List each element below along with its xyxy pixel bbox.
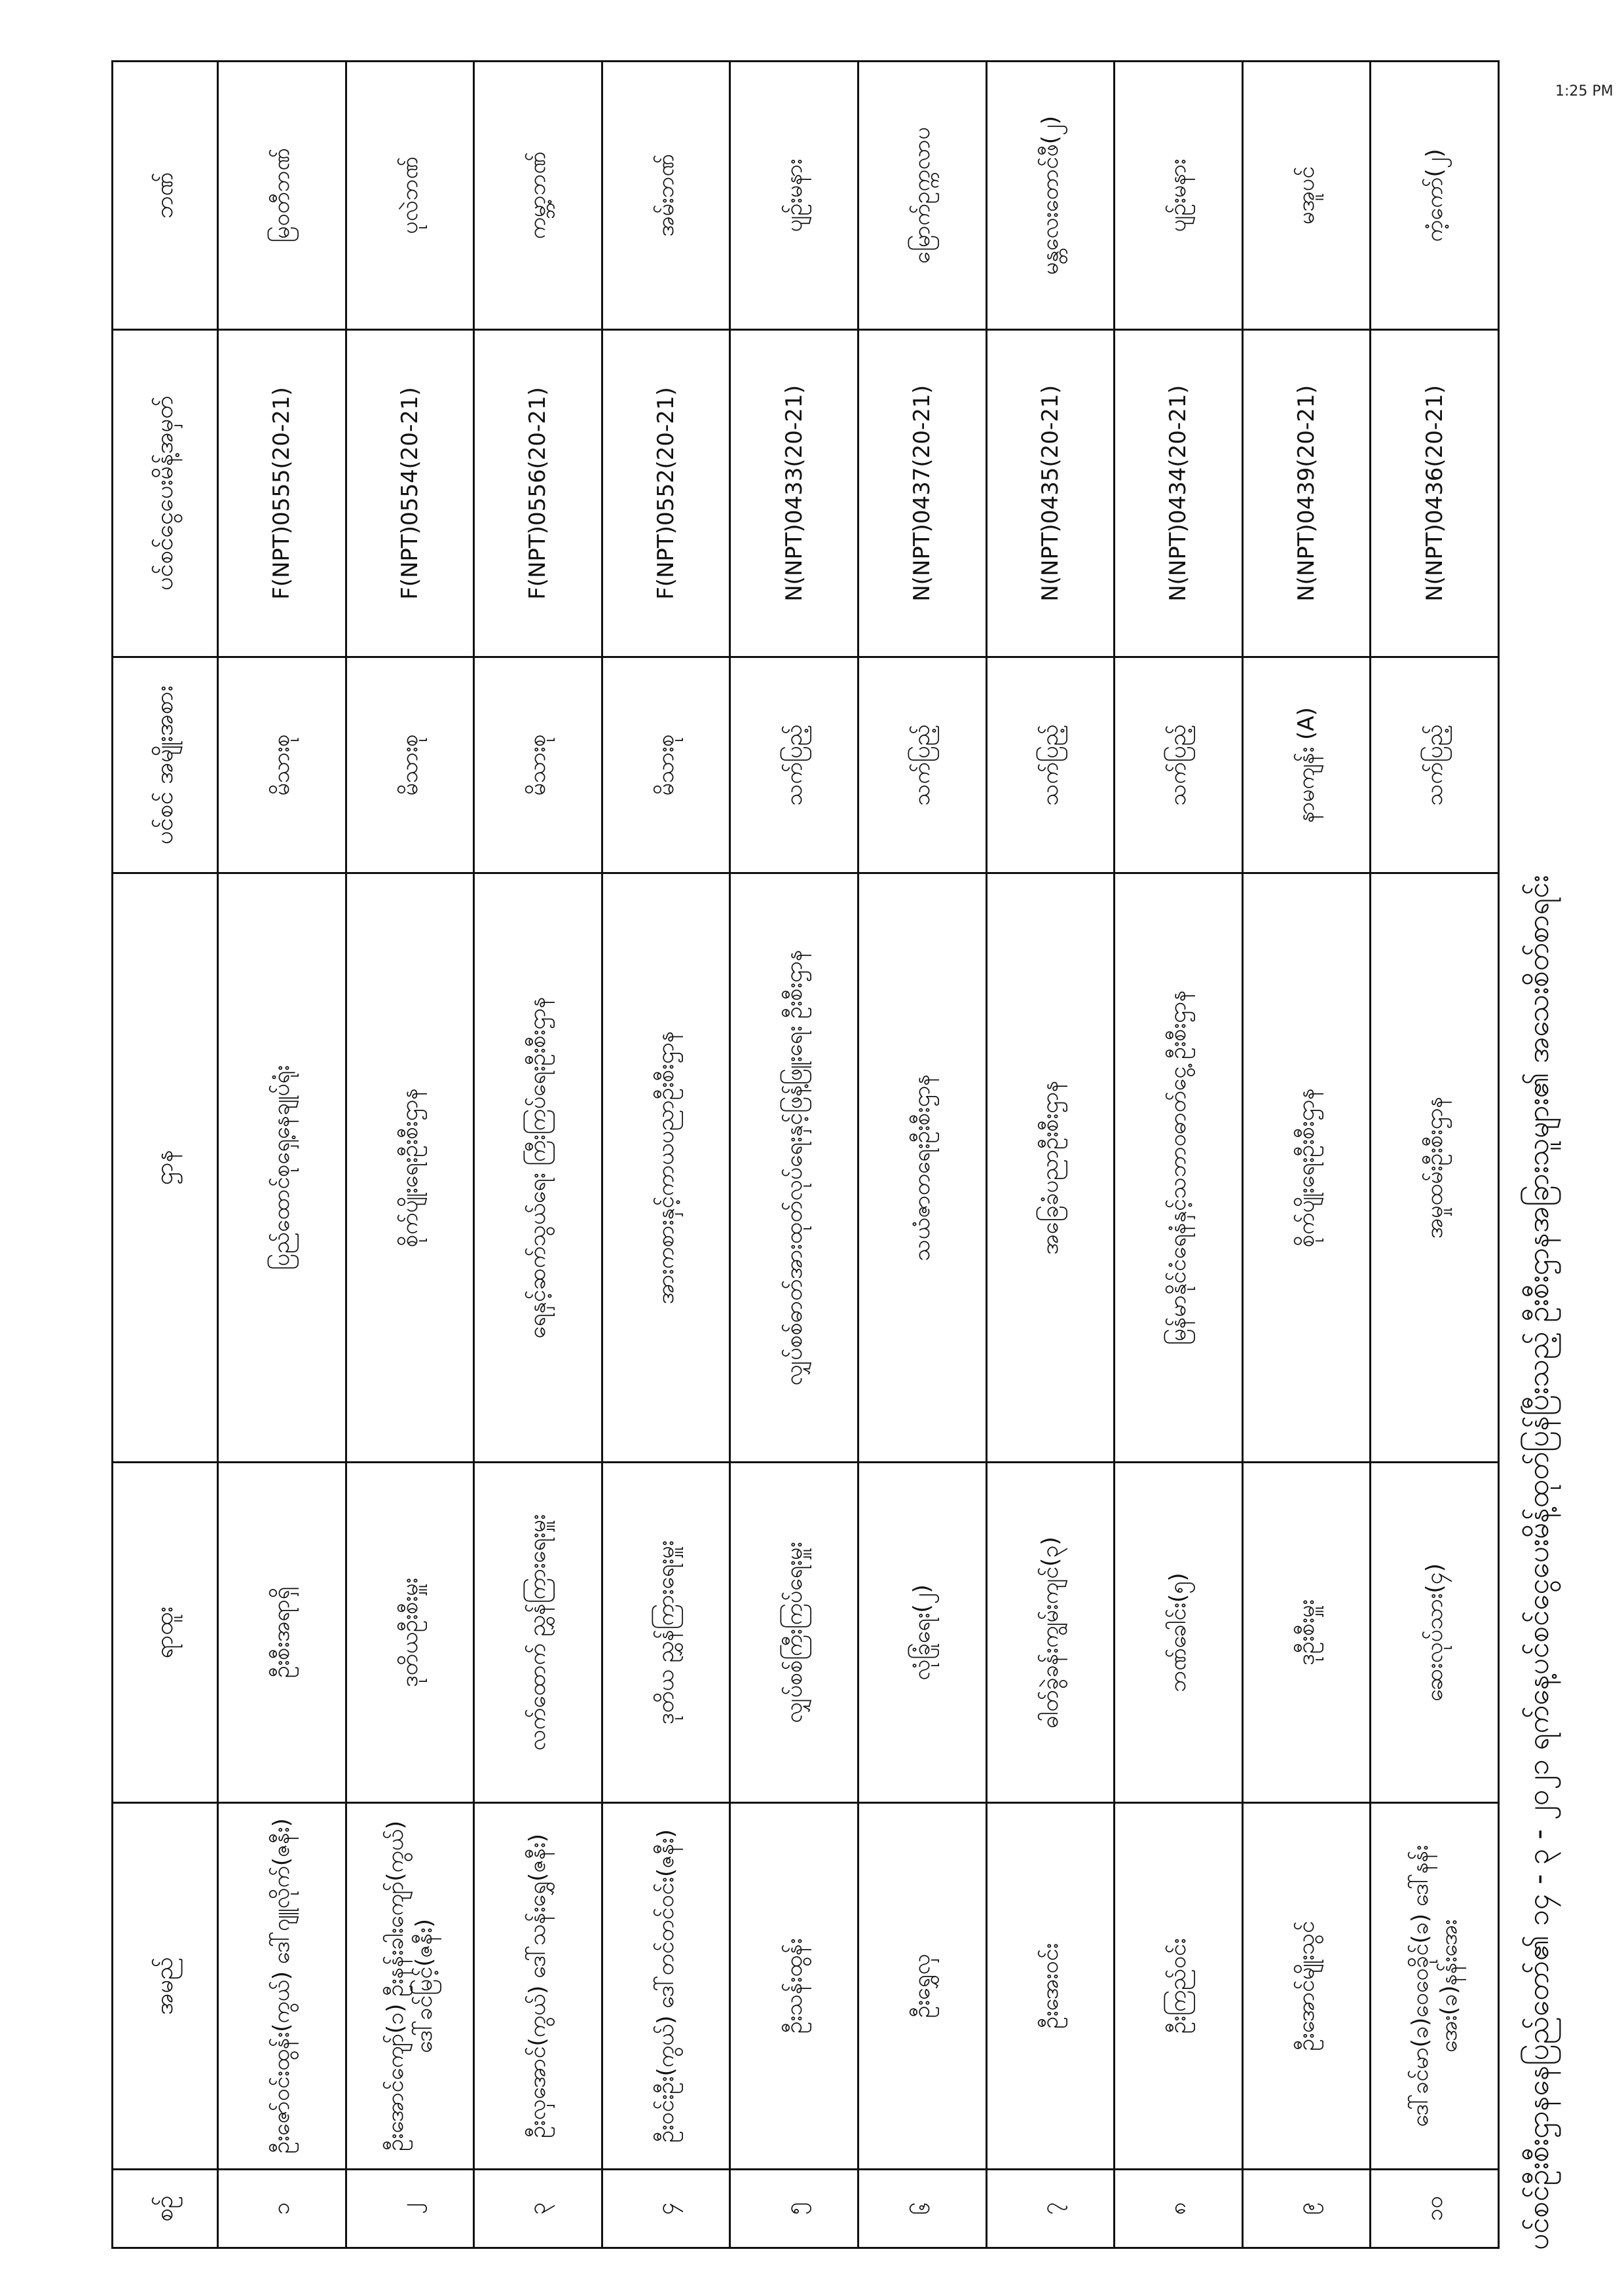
cell-rank: ဓါတ်ခွဲခန်းကျွမ်းကျင်(၃) [986, 1463, 1115, 1803]
cell-bank: အမ်းဘဏ် [602, 62, 730, 330]
cell-license-no: N(NPT)0439(20-21) [1242, 330, 1371, 657]
cell-rank: ဒုဦးစီးမှူး [1242, 1463, 1371, 1803]
cell-bank: ကမ္ဘာ့ဘဏ် [474, 62, 602, 330]
cell-no: ၂ [346, 2170, 474, 2248]
cell-name: ဦးဇော်ဝင်းထွန်း(ကွယ်) ဒေါ်ဂျူလိုက်(ဇနီး) [218, 1803, 346, 2170]
cell-rank: လက်ထောက် ညွှန်ကြားရေးမှူး [474, 1463, 602, 1803]
header-no: စဉ် [113, 2170, 218, 2248]
cell-bank: မအူပင် [1242, 62, 1371, 330]
cell-department: စိုက်ပျိုးရေးဦးစီးဌာန [1242, 873, 1371, 1463]
cell-pension-type: သက်ပြည့် [858, 657, 986, 873]
table-row [858, 62, 986, 2248]
cell-license-no: N(NPT)0435(20-21) [986, 330, 1115, 657]
cell-rank: ဒုတိယဦးစီးမှူး [346, 1463, 474, 1803]
cell-no: ၄ [602, 2170, 730, 2248]
cell-license-no: F(NPT)0554(20-21) [346, 330, 474, 657]
cell-no: ၁၀ [1371, 2170, 1499, 2248]
cell-no: ၃ [474, 2170, 602, 2248]
cell-department: ပြည်ထောင်စုရှေ့နေချုပ်ရုံး [218, 873, 346, 1463]
cell-department: အမှုထမ်းဦးစီးဌာန [1371, 873, 1499, 1463]
cell-bank: မြောက်ဥက္ကလာပ [858, 62, 986, 330]
cell-rank: လျှပ်စစ်ကြီးကြပ်ရေးမှူး [730, 1463, 858, 1803]
cell-department: စိုက်ပျိုးရေးဦးစီးဌာန [346, 873, 474, 1463]
cell-no: ၇ [986, 2170, 1115, 2248]
document-title: ပင်စင်ဦးစီးဌာနနေပြည်တော်၏ ၁၄ - ၃ - ၂၀၂၁ ရက်နေ့ပင်စင်ငွေပေးမိန့်ထုတ်ပြန်ပြီးသည့် ဦးစီးဌာနအခြားသူများ၏ အသေးစိတ်စာရင်း [1522, 875, 1555, 2250]
header-bank: ဘဏ် [113, 62, 218, 330]
cell-bank: မန္တလေးတောင်ဖီ(၂) [986, 62, 1115, 330]
table-row [730, 62, 858, 2248]
header-department: ဌာန [113, 873, 218, 1463]
cell-pension-type: သက်ပြည့် [1371, 657, 1499, 873]
cell-rank: လုံခြုံရေး(၂) [858, 1463, 986, 1803]
cell-no: ၆ [858, 2170, 986, 2248]
table-row [602, 62, 730, 2248]
cell-department: အားကစားနှင့်ကာယပညာဦးစီးဌာန [602, 873, 730, 1463]
cell-license-no: F(NPT)0555(20-21) [218, 330, 346, 657]
table-row [1371, 62, 1499, 2248]
cell-rank: ဘဏ်ခေါင်း(၅) [1115, 1463, 1243, 1803]
table-row [986, 62, 1115, 2248]
table-row [346, 62, 474, 2248]
cell-rank: ဒုတိယ ညွှန်ကြားရေးမှူး [602, 1463, 730, 1803]
cell-bank: ပျဉ်းမနား [730, 62, 858, 330]
table-body [218, 62, 1499, 2248]
table-row [474, 62, 602, 2248]
cell-license-no: N(NPT)0434(20-21) [1115, 330, 1243, 657]
print-timestamp: 1:25 PM [1555, 83, 1614, 100]
cell-name: ဦးအောင်ကျော်(၁) ဦးနန်းခါးကျော်(ကွယ်) ဒေါ်ခင်မြင့်(ဇနီး) [346, 1803, 474, 2170]
cell-department: ရေနှင့်ဆက်သွယ်ရေး ကြီးကြပ်ရေးဦးစီးဌာန [474, 873, 602, 1463]
pension-table [111, 60, 1500, 2249]
cell-pension-type: မိသားစု [218, 657, 346, 873]
cell-no: ၅ [730, 2170, 858, 2248]
cell-bank: ကံ့ကော်(၂) [1371, 62, 1499, 330]
cell-no: ၈ [1115, 2170, 1243, 2248]
cell-name: ဦးဝင်းဦး(ကွယ်) ဒေါ်တင်တင်ဝင်း(ဇနီး) [602, 1803, 730, 2170]
header-rank: ရာထူး [113, 1463, 218, 1803]
cell-bank: မြဝတီဘဏ် [218, 62, 346, 330]
cell-license-no: N(NPT)0437(20-21) [858, 330, 986, 657]
table-row [1115, 62, 1243, 2248]
cell-rank: ဦးစီးအရာရှိ [218, 1463, 346, 1803]
cell-department: လျှပ်စစ်ဓာတ်အားထုတ်လုပ်ရေးနှင့်ဖြန့်ဖြူးရေး ဦးစီးဌာန [730, 873, 858, 1463]
cell-pension-type: မိသားစု [474, 657, 602, 873]
cell-no: ၉ [1242, 2170, 1371, 2248]
cell-no: ၁ [218, 2170, 346, 2248]
cell-bank: ပျဉ်းမနား [1115, 62, 1243, 330]
cell-rank: ဆေးလုပ်သား(၄) [1371, 1463, 1499, 1803]
cell-department: သယံဇာတရေးဦးစီးဌာန [858, 873, 986, 1463]
cell-license-no: N(NPT)0436(20-21) [1371, 330, 1499, 657]
header-license-no: ပင်စင်ငွေပေးမိန့်အမှတ် [113, 330, 218, 657]
cell-name: ဦးသန်းထွန်း [730, 1803, 858, 2170]
header-name: အမည် [113, 1803, 218, 2170]
cell-pension-type: နာမကျန်း (A) [1242, 657, 1371, 873]
cell-pension-type: မိသားစု [602, 657, 730, 873]
cell-name: ဦးလှအောင်(ကွယ်) ဒေါ်သန်းရွှေ(ဇနီး) [474, 1803, 602, 2170]
cell-pension-type: သက်ပြည့် [730, 657, 858, 873]
cell-department: မြန်မာနိုင်ငံရေနံနှင့်သဘာဝဓာတ်ငွေ့ ဦးစီးဌာန [1115, 873, 1243, 1463]
cell-pension-type: သက်ပြည့် [1115, 657, 1243, 873]
cell-name: ဦးရွှေလှ [858, 1803, 986, 2170]
cell-license-no: F(NPT)0552(20-21) [602, 330, 730, 657]
cell-name: ဦးအေးဝင်း [986, 1803, 1115, 2170]
cell-pension-type: သက်ပြည့် [986, 657, 1115, 873]
table-header-row [113, 62, 218, 2248]
cell-license-no: F(NPT)0556(20-21) [474, 330, 602, 657]
table-row [218, 62, 346, 2248]
cell-pension-type: မိသားစု [346, 657, 474, 873]
cell-license-no: N(NPT)0433(20-21) [730, 330, 858, 657]
cell-bank: ပုလဲဘဏ် [346, 62, 474, 330]
cell-name: ဒေါ်ခင်မာ(ခ)ဝေဝေခိုင်(ခ) ဒေါ်နန်းအေး(ခ)နန်းအေး [1371, 1803, 1499, 2170]
header-pension-type: ပင်စင် အမျိုးအစား [113, 657, 218, 873]
cell-department: အခြေခံပညာဦးစီးဌာန [986, 873, 1115, 1463]
table-row [1242, 62, 1371, 2248]
cell-name: ဦးအောင်မျိုးသွင် [1242, 1803, 1371, 2170]
cell-name: ဦးကြည်ဝင်း [1115, 1803, 1243, 2170]
